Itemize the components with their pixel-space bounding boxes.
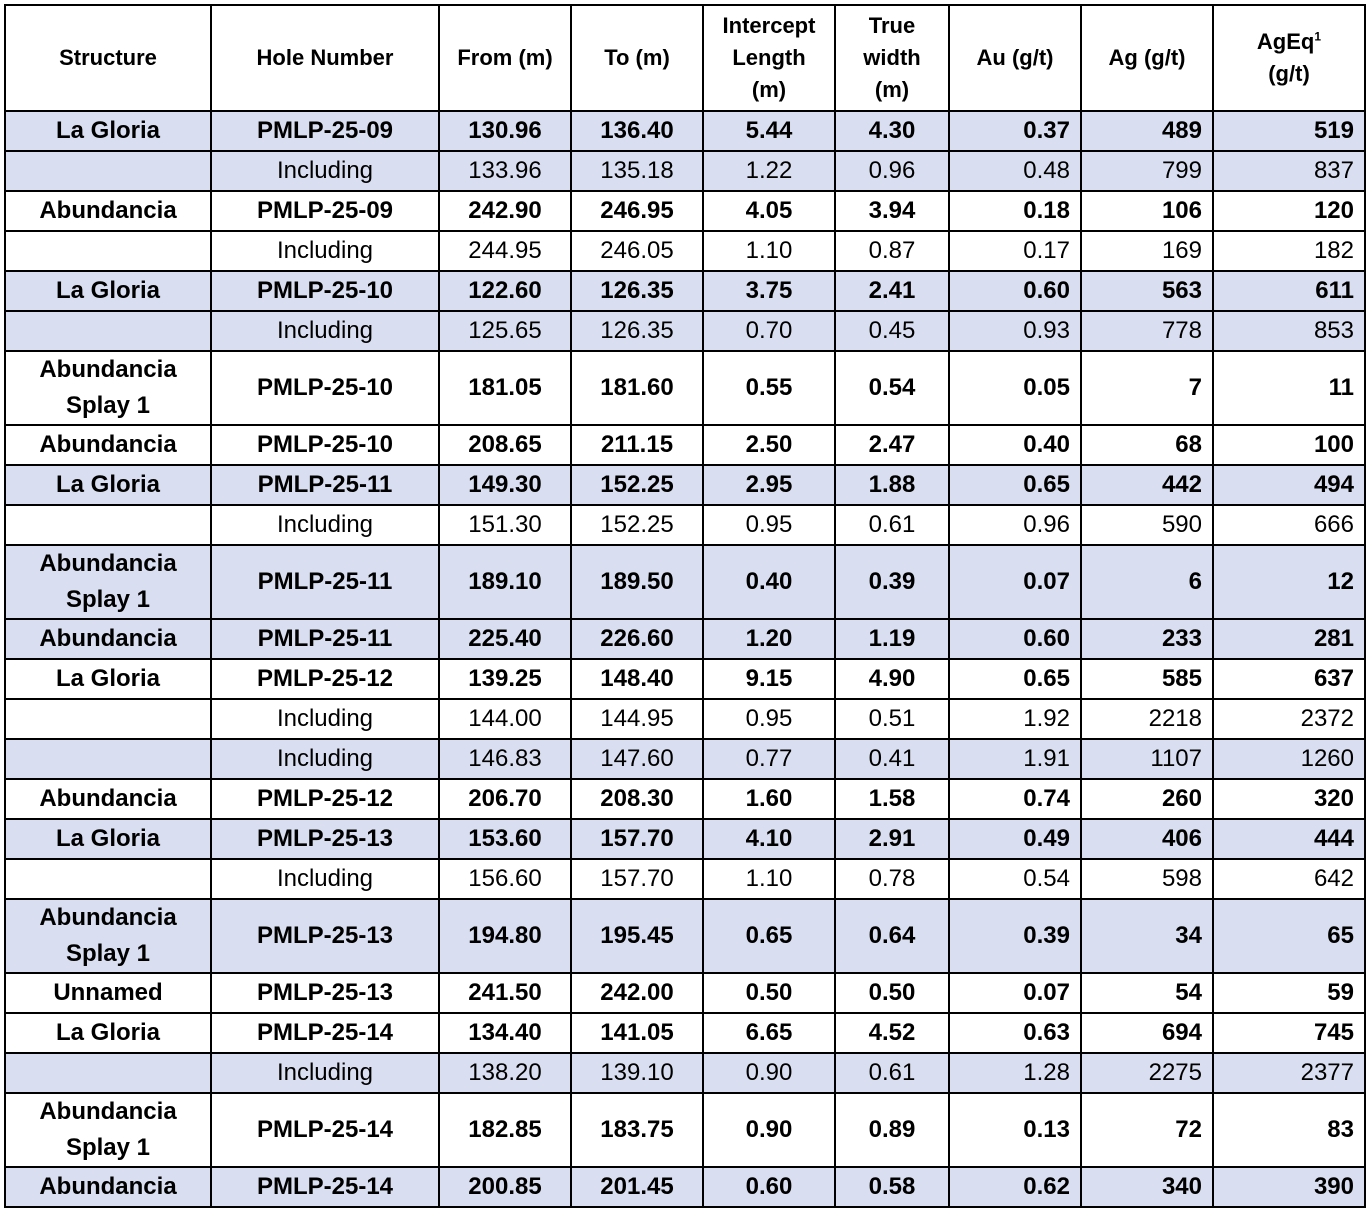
cell-ag: 68: [1081, 425, 1213, 465]
cell-au: 0.65: [949, 659, 1081, 699]
cell-hole-number: Including: [211, 1053, 439, 1093]
cell-structure: [5, 151, 211, 191]
cell-from: 153.60: [439, 819, 571, 859]
header-intercept-length: Intercept Length (m): [703, 5, 835, 111]
cell-structure: [5, 859, 211, 899]
cell-intercept-length: 9.15: [703, 659, 835, 699]
cell-from: 134.40: [439, 1013, 571, 1053]
cell-to: 226.60: [571, 619, 703, 659]
cell-structure: Abundancia Splay 1: [5, 899, 211, 973]
header-from: From (m): [439, 5, 571, 111]
cell-au: 0.60: [949, 271, 1081, 311]
cell-hole-number: Including: [211, 311, 439, 351]
cell-hole-number: PMLP-25-09: [211, 111, 439, 151]
cell-ageq: 390: [1213, 1167, 1365, 1207]
cell-ag: 590: [1081, 505, 1213, 545]
cell-ag: 169: [1081, 231, 1213, 271]
cell-intercept-length: 0.70: [703, 311, 835, 351]
cell-to: 152.25: [571, 505, 703, 545]
cell-ag: 260: [1081, 779, 1213, 819]
header-ageq: [1213, 5, 1365, 111]
cell-hole-number: PMLP-25-14: [211, 1167, 439, 1207]
cell-ag: 406: [1081, 819, 1213, 859]
cell-to: 141.05: [571, 1013, 703, 1053]
cell-from: 133.96: [439, 151, 571, 191]
cell-to: 211.15: [571, 425, 703, 465]
table-row: [5, 859, 1365, 899]
cell-intercept-length: 2.50: [703, 425, 835, 465]
table-row: [5, 545, 1365, 619]
cell-from: 200.85: [439, 1167, 571, 1207]
cell-from: 244.95: [439, 231, 571, 271]
cell-ag: 563: [1081, 271, 1213, 311]
cell-from: 138.20: [439, 1053, 571, 1093]
cell-to: 126.35: [571, 271, 703, 311]
table-row: [5, 973, 1365, 1013]
cell-true-width: 2.91: [835, 819, 949, 859]
cell-intercept-length: 1.20: [703, 619, 835, 659]
cell-structure: Abundancia Splay 1: [5, 545, 211, 619]
cell-from: 151.30: [439, 505, 571, 545]
table-row: [5, 231, 1365, 271]
cell-from: 156.60: [439, 859, 571, 899]
cell-to: 157.70: [571, 819, 703, 859]
header-hole-number: Hole Number: [211, 5, 439, 111]
cell-au: 0.54: [949, 859, 1081, 899]
cell-intercept-length: 4.10: [703, 819, 835, 859]
cell-structure: Abundancia: [5, 191, 211, 231]
cell-from: 182.85: [439, 1093, 571, 1167]
cell-ag: 6: [1081, 545, 1213, 619]
cell-au: 0.39: [949, 899, 1081, 973]
cell-true-width: 4.90: [835, 659, 949, 699]
cell-hole-number: PMLP-25-11: [211, 545, 439, 619]
cell-hole-number: Including: [211, 151, 439, 191]
cell-hole-number: PMLP-25-14: [211, 1013, 439, 1053]
cell-au: 1.91: [949, 739, 1081, 779]
cell-hole-number: PMLP-25-13: [211, 973, 439, 1013]
cell-ag: 585: [1081, 659, 1213, 699]
cell-to: 148.40: [571, 659, 703, 699]
cell-ag: 2218: [1081, 699, 1213, 739]
table-row: [5, 311, 1365, 351]
table-row: [5, 899, 1365, 973]
cell-au: 0.13: [949, 1093, 1081, 1167]
cell-hole-number: Including: [211, 231, 439, 271]
cell-ag: 340: [1081, 1167, 1213, 1207]
cell-intercept-length: 4.05: [703, 191, 835, 231]
header-au: Au (g/t): [949, 5, 1081, 111]
cell-au: 0.37: [949, 111, 1081, 151]
cell-au: 0.40: [949, 425, 1081, 465]
cell-true-width: 2.41: [835, 271, 949, 311]
cell-structure: La Gloria: [5, 465, 211, 505]
cell-structure: Abundancia: [5, 1167, 211, 1207]
cell-au: 0.62: [949, 1167, 1081, 1207]
cell-to: 242.00: [571, 973, 703, 1013]
table-row: [5, 191, 1365, 231]
cell-intercept-length: 0.77: [703, 739, 835, 779]
cell-intercept-length: 0.65: [703, 899, 835, 973]
cell-ag: 694: [1081, 1013, 1213, 1053]
cell-hole-number: Including: [211, 859, 439, 899]
cell-ag: 2275: [1081, 1053, 1213, 1093]
cell-from: 181.05: [439, 351, 571, 425]
cell-structure: Abundancia: [5, 779, 211, 819]
header-ag: Ag (g/t): [1081, 5, 1213, 111]
cell-to: 135.18: [571, 151, 703, 191]
cell-ageq: 83: [1213, 1093, 1365, 1167]
cell-ag: 72: [1081, 1093, 1213, 1167]
cell-intercept-length: 3.75: [703, 271, 835, 311]
table-row: [5, 271, 1365, 311]
table-row: [5, 111, 1365, 151]
table-row: [5, 1093, 1365, 1167]
cell-au: 0.48: [949, 151, 1081, 191]
table-row: [5, 351, 1365, 425]
cell-to: 195.45: [571, 899, 703, 973]
cell-intercept-length: 1.60: [703, 779, 835, 819]
cell-intercept-length: 0.90: [703, 1053, 835, 1093]
cell-intercept-length: 2.95: [703, 465, 835, 505]
table-row: [5, 659, 1365, 699]
cell-ageq: 320: [1213, 779, 1365, 819]
cell-ageq: 1260: [1213, 739, 1365, 779]
cell-from: 139.25: [439, 659, 571, 699]
cell-au: 1.92: [949, 699, 1081, 739]
cell-ageq: 745: [1213, 1013, 1365, 1053]
cell-to: 183.75: [571, 1093, 703, 1167]
cell-intercept-length: 0.55: [703, 351, 835, 425]
cell-true-width: 0.96: [835, 151, 949, 191]
cell-intercept-length: 0.40: [703, 545, 835, 619]
cell-true-width: 0.61: [835, 1053, 949, 1093]
cell-from: 122.60: [439, 271, 571, 311]
header-ageq-unit: (g/t): [1268, 61, 1310, 86]
cell-ageq: 120: [1213, 191, 1365, 231]
cell-ag: 799: [1081, 151, 1213, 191]
table-row: [5, 1167, 1365, 1207]
cell-hole-number: PMLP-25-11: [211, 619, 439, 659]
cell-structure: La Gloria: [5, 111, 211, 151]
header-row: [5, 5, 1365, 111]
table-body: [5, 111, 1365, 1207]
cell-to: 136.40: [571, 111, 703, 151]
cell-structure: [5, 505, 211, 545]
cell-intercept-length: 1.10: [703, 231, 835, 271]
cell-hole-number: PMLP-25-13: [211, 819, 439, 859]
cell-true-width: 0.87: [835, 231, 949, 271]
cell-ageq: 182: [1213, 231, 1365, 271]
table-row: [5, 819, 1365, 859]
cell-ag: 233: [1081, 619, 1213, 659]
cell-from: 146.83: [439, 739, 571, 779]
cell-from: 194.80: [439, 899, 571, 973]
cell-structure: Abundancia Splay 1: [5, 351, 211, 425]
cell-au: 1.28: [949, 1053, 1081, 1093]
cell-au: 0.60: [949, 619, 1081, 659]
cell-au: 0.17: [949, 231, 1081, 271]
cell-from: 189.10: [439, 545, 571, 619]
cell-ag: 442: [1081, 465, 1213, 505]
cell-ageq: 281: [1213, 619, 1365, 659]
cell-true-width: 0.78: [835, 859, 949, 899]
cell-hole-number: Including: [211, 699, 439, 739]
cell-intercept-length: 0.90: [703, 1093, 835, 1167]
cell-ageq: 59: [1213, 973, 1365, 1013]
cell-structure: Abundancia: [5, 425, 211, 465]
cell-ag: 489: [1081, 111, 1213, 151]
cell-true-width: 1.88: [835, 465, 949, 505]
cell-structure: [5, 231, 211, 271]
cell-structure: La Gloria: [5, 271, 211, 311]
cell-from: 125.65: [439, 311, 571, 351]
cell-from: 130.96: [439, 111, 571, 151]
header-ageq-label: AgEq: [1256, 29, 1315, 54]
cell-ag: 106: [1081, 191, 1213, 231]
cell-hole-number: PMLP-25-10: [211, 271, 439, 311]
cell-true-width: 0.51: [835, 699, 949, 739]
cell-structure: Unnamed: [5, 973, 211, 1013]
cell-true-width: 2.47: [835, 425, 949, 465]
cell-to: 189.50: [571, 545, 703, 619]
cell-intercept-length: 5.44: [703, 111, 835, 151]
cell-to: 208.30: [571, 779, 703, 819]
cell-to: 246.95: [571, 191, 703, 231]
table-row: [5, 619, 1365, 659]
cell-true-width: 0.61: [835, 505, 949, 545]
cell-ageq: 2372: [1213, 699, 1365, 739]
cell-ageq: 853: [1213, 311, 1365, 351]
cell-intercept-length: 1.22: [703, 151, 835, 191]
cell-ag: 1107: [1081, 739, 1213, 779]
cell-true-width: 3.94: [835, 191, 949, 231]
cell-ageq: 100: [1213, 425, 1365, 465]
cell-true-width: 0.45: [835, 311, 949, 351]
cell-ag: 778: [1081, 311, 1213, 351]
cell-ag: 7: [1081, 351, 1213, 425]
cell-au: 0.18: [949, 191, 1081, 231]
cell-true-width: 1.58: [835, 779, 949, 819]
cell-ageq: 65: [1213, 899, 1365, 973]
cell-from: 144.00: [439, 699, 571, 739]
cell-true-width: 0.58: [835, 1167, 949, 1207]
table-row: [5, 1013, 1365, 1053]
cell-structure: La Gloria: [5, 1013, 211, 1053]
cell-intercept-length: 0.95: [703, 505, 835, 545]
table-row: [5, 465, 1365, 505]
cell-intercept-length: 0.50: [703, 973, 835, 1013]
cell-from: 149.30: [439, 465, 571, 505]
cell-to: 126.35: [571, 311, 703, 351]
table-row: [5, 151, 1365, 191]
cell-intercept-length: 1.10: [703, 859, 835, 899]
cell-hole-number: PMLP-25-12: [211, 779, 439, 819]
cell-true-width: 0.89: [835, 1093, 949, 1167]
cell-structure: Abundancia: [5, 619, 211, 659]
cell-hole-number: PMLP-25-12: [211, 659, 439, 699]
header-structure: Structure: [5, 5, 211, 111]
cell-ageq: 519: [1213, 111, 1365, 151]
cell-from: 206.70: [439, 779, 571, 819]
cell-au: 0.74: [949, 779, 1081, 819]
cell-ag: 598: [1081, 859, 1213, 899]
cell-intercept-length: 0.60: [703, 1167, 835, 1207]
cell-hole-number: Including: [211, 739, 439, 779]
cell-hole-number: PMLP-25-14: [211, 1093, 439, 1167]
header-to: To (m): [571, 5, 703, 111]
cell-ageq: 637: [1213, 659, 1365, 699]
cell-au: 0.65: [949, 465, 1081, 505]
drill-results-table: [4, 4, 1366, 1208]
table-row: [5, 699, 1365, 739]
cell-structure: La Gloria: [5, 659, 211, 699]
cell-from: 208.65: [439, 425, 571, 465]
cell-structure: [5, 739, 211, 779]
cell-ageq: 837: [1213, 151, 1365, 191]
cell-au: 0.93: [949, 311, 1081, 351]
cell-ageq: 666: [1213, 505, 1365, 545]
cell-intercept-length: 0.95: [703, 699, 835, 739]
cell-from: 242.90: [439, 191, 571, 231]
cell-structure: [5, 699, 211, 739]
cell-from: 241.50: [439, 973, 571, 1013]
cell-ageq: 611: [1213, 271, 1365, 311]
cell-true-width: 1.19: [835, 619, 949, 659]
cell-structure: Abundancia Splay 1: [5, 1093, 211, 1167]
cell-true-width: 0.54: [835, 351, 949, 425]
table-row: [5, 425, 1365, 465]
cell-ageq: 494: [1213, 465, 1365, 505]
cell-ageq: 12: [1213, 545, 1365, 619]
cell-true-width: 0.39: [835, 545, 949, 619]
cell-to: 152.25: [571, 465, 703, 505]
cell-to: 157.70: [571, 859, 703, 899]
cell-true-width: 0.50: [835, 973, 949, 1013]
cell-hole-number: PMLP-25-10: [211, 425, 439, 465]
cell-structure: La Gloria: [5, 819, 211, 859]
header-ageq-footnote: 1: [1314, 29, 1322, 44]
cell-true-width: 0.41: [835, 739, 949, 779]
cell-hole-number: PMLP-25-09: [211, 191, 439, 231]
cell-au: 0.05: [949, 351, 1081, 425]
cell-from: 225.40: [439, 619, 571, 659]
header-true-width: True width (m): [835, 5, 949, 111]
cell-ag: 34: [1081, 899, 1213, 973]
cell-true-width: 4.52: [835, 1013, 949, 1053]
cell-to: 181.60: [571, 351, 703, 425]
cell-to: 139.10: [571, 1053, 703, 1093]
cell-ageq: 2377: [1213, 1053, 1365, 1093]
cell-structure: [5, 1053, 211, 1093]
cell-hole-number: PMLP-25-10: [211, 351, 439, 425]
cell-au: 0.07: [949, 973, 1081, 1013]
cell-to: 147.60: [571, 739, 703, 779]
cell-hole-number: PMLP-25-13: [211, 899, 439, 973]
cell-hole-number: Including: [211, 505, 439, 545]
cell-true-width: 4.30: [835, 111, 949, 151]
table-row: [5, 505, 1365, 545]
table-row: [5, 779, 1365, 819]
cell-true-width: 0.64: [835, 899, 949, 973]
cell-to: 201.45: [571, 1167, 703, 1207]
cell-to: 144.95: [571, 699, 703, 739]
cell-ageq: 444: [1213, 819, 1365, 859]
cell-structure: [5, 311, 211, 351]
cell-au: 0.63: [949, 1013, 1081, 1053]
cell-au: 0.07: [949, 545, 1081, 619]
cell-to: 246.05: [571, 231, 703, 271]
cell-ageq: 11: [1213, 351, 1365, 425]
table-row: [5, 739, 1365, 779]
cell-ag: 54: [1081, 973, 1213, 1013]
cell-au: 0.49: [949, 819, 1081, 859]
cell-au: 0.96: [949, 505, 1081, 545]
cell-ageq: 642: [1213, 859, 1365, 899]
table-row: [5, 1053, 1365, 1093]
cell-intercept-length: 6.65: [703, 1013, 835, 1053]
cell-hole-number: PMLP-25-11: [211, 465, 439, 505]
